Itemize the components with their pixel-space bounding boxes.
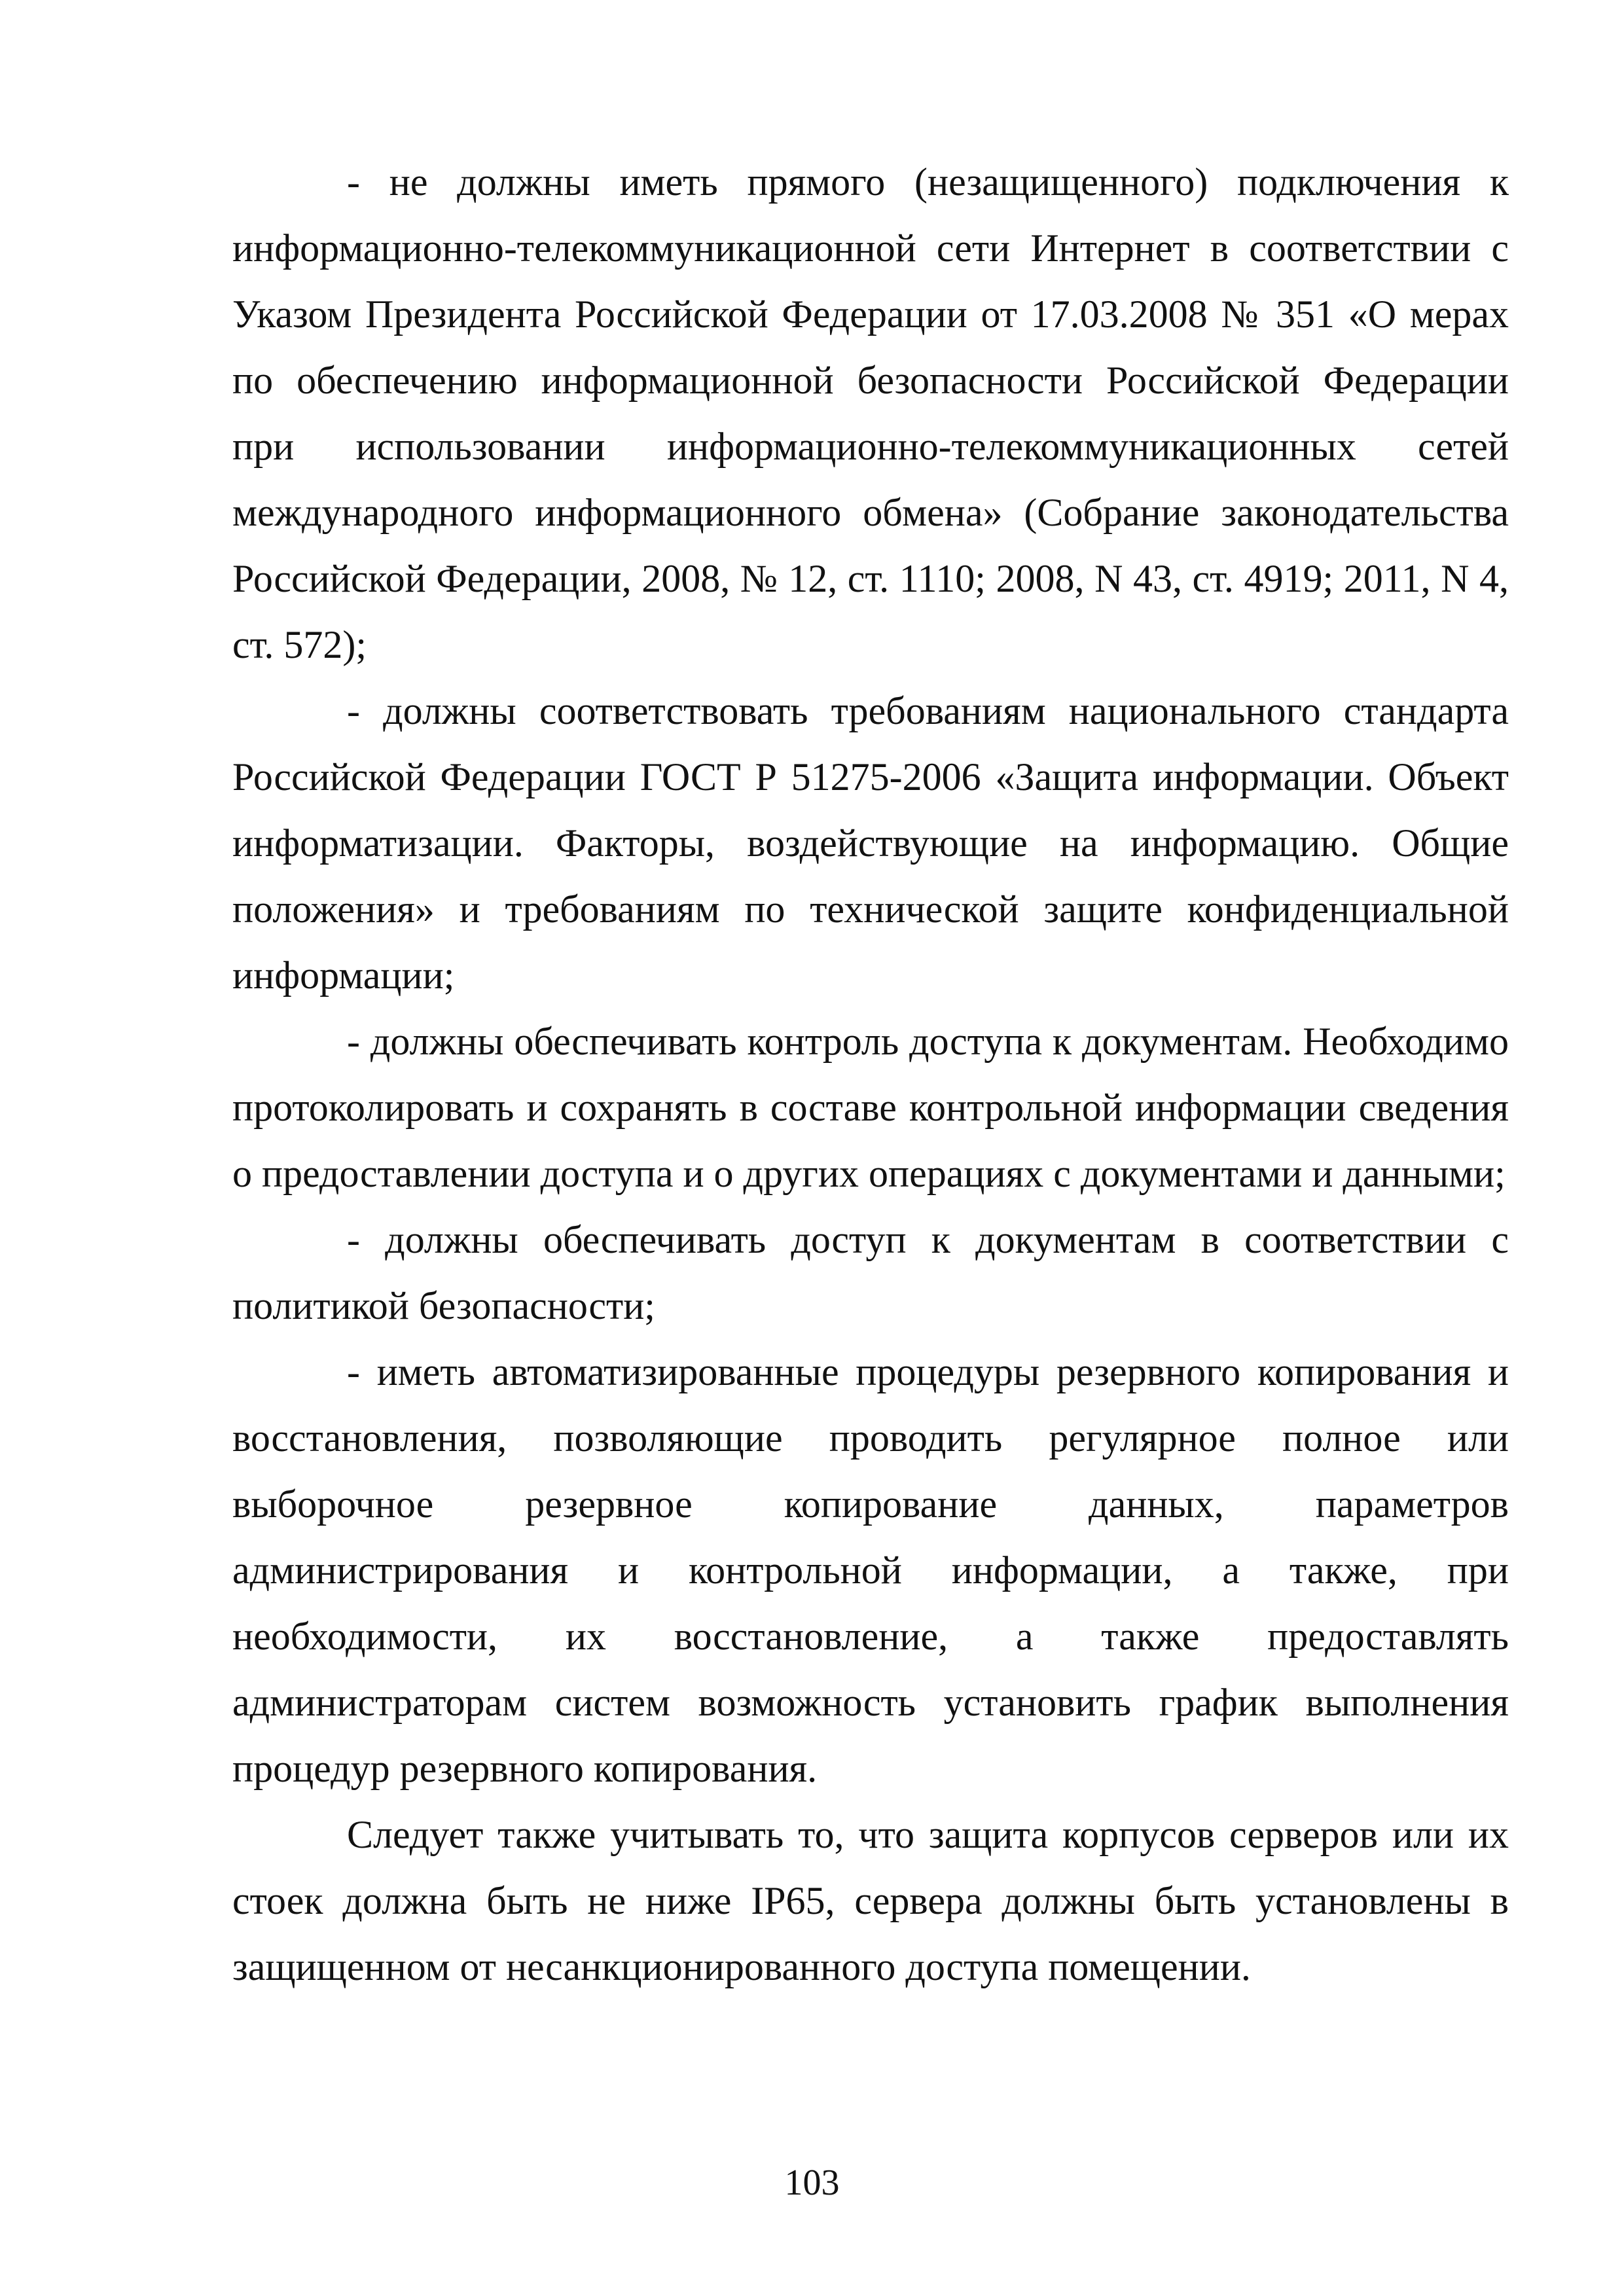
document-body	[232, 149, 1509, 2000]
paragraph-access-control: - должны обеспечивать контроль доступа к документам. Необходимо протоколировать и сохранять в составе контрольной информации сведения о предоставлении доступа и о других операциях с документами и данными;	[232, 1020, 1509, 1195]
paragraph-gost-requirements: - должны соответствовать требованиям национального стандарта Российской Федерации ГОСТ Р 51275-2006 «Защита информации. Объект информатизации. Факторы, воздействующие на информацию. Общие положения» и требованиям по технической защите конфиденциальной информации;	[232, 689, 1509, 997]
page-number: 103	[784, 2162, 840, 2203]
paragraph-backup-procedures: - иметь автоматизированные процедуры резервного копирования и восстановления, позволяющие проводить регулярное полное или выборочное резервное копирование данных, параметров администрирования и контрольной информации, а также, при необходимости, их восстановление, а также предоставлять администраторам систем возможность установить график выполнения процедур резервного копирования.	[232, 1350, 1509, 1790]
paragraph-no-internet-connection: - не должны иметь прямого (незащищенного) подключения к информационно-телекоммуникационной сети Интернет в соответствии с Указом Президента Российской Федерации от 17.03.2008 № 351 «О мерах по обеспечению информационной безопасности Российской Федерации при использовании информационно-телекоммуникационных сетей международного информационного обмена» (Собрание законодательства Российской Федерации, 2008, № 12, ст. 1110; 2008, N 43, ст. 4919; 2011, N 4, ст. 572);	[232, 160, 1509, 666]
paragraph-security-policy: - должны обеспечивать доступ к документам в соответствии с политикой безопасности;	[232, 1218, 1509, 1327]
paragraph-server-protection: Следует также учитывать то, что защита корпусов серверов или их стоек должна быть не ниже IP65, сервера должны быть установлены в защищенном от несанкционированного доступа помещении.	[232, 1813, 1509, 1988]
